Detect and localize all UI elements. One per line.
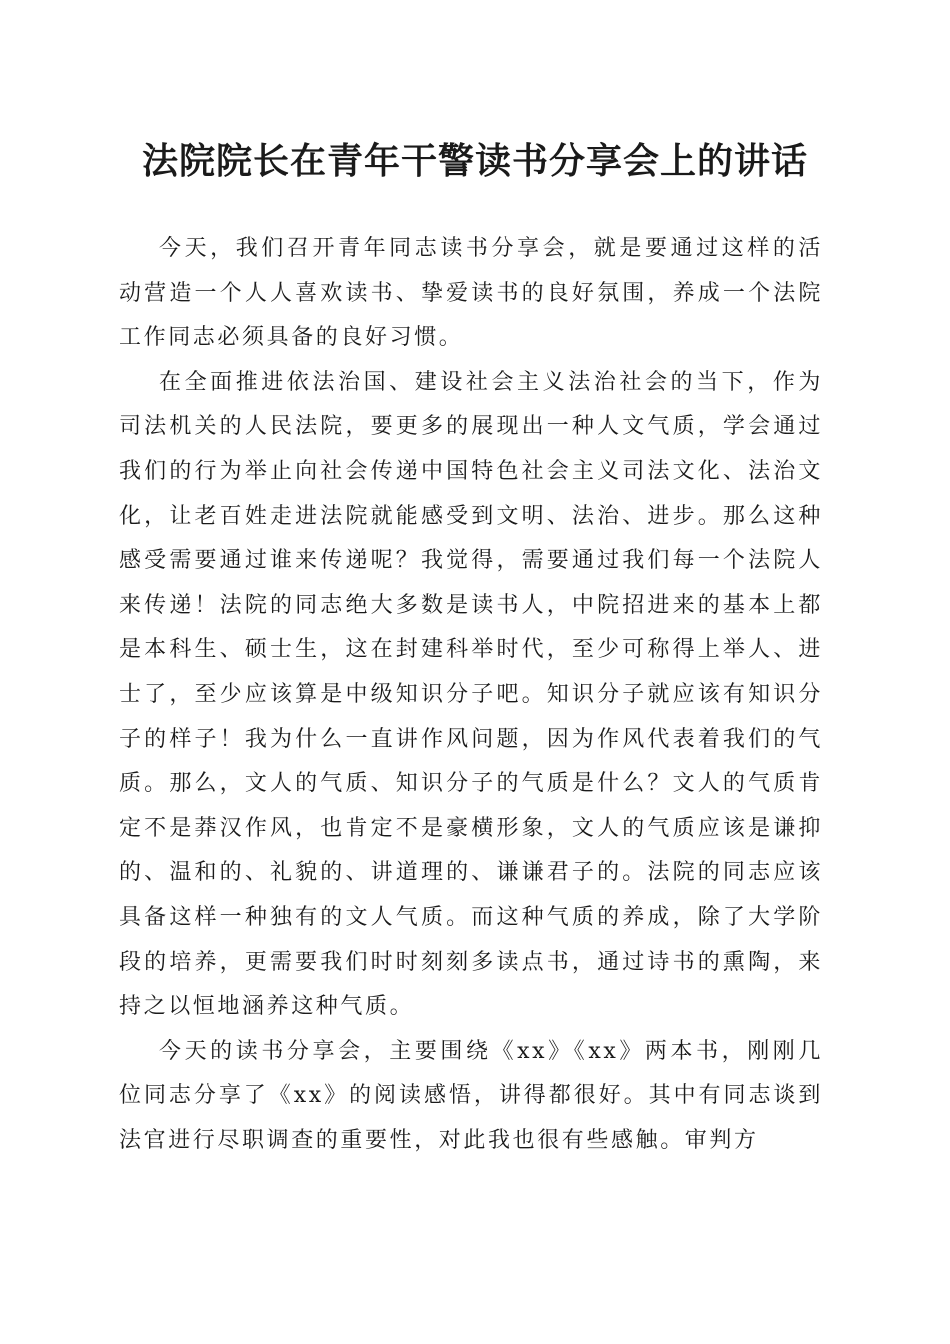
paragraph-3: 今天的读书分享会，主要围绕《xx》《xx》两本书，刚刚几位同志分享了《xx》的阅读感悟，讲得都很好。其中有同志谈到法官进行尽职调查的重要性，对此我也很有些感触。审判方 bbox=[119, 1038, 823, 1153]
document-title: 法院院长在青年干警读书分享会上的讲话 bbox=[141, 140, 808, 182]
paragraph-1: 今天，我们召开青年同志读书分享会，就是要通过这样的活动营造一个人人喜欢读书、挚爱读书的良好氛围，养成一个法院工作同志必须具备的良好习惯。 bbox=[119, 236, 823, 351]
paragraph-2: 在全面推进依法治国、建设社会主义法治社会的当下，作为司法机关的人民法院，要更多的展现出一种人文气质，学会通过我们的行为举止向社会传递中国特色社会主义司法文化、法治文化，让老百姓走进法院就能感受到文明、法治、进步。那么这种感受需要通过谁来传递呢？我觉得，需要通过我们每一个法院人来传递！法院的同志绝大多数是读书人，中院招进来的基本上都是本科生、硕士生，这在封建科举时代，至少可称得上举人、进士了，至少应该算是中级知识分子吧。知识分子就应该有知识分子的样子！我为什么一直讲作风问题，因为作风代表着我们的气质。那么，文人的气质、知识分子的气质是什么？文人的气质肯定不是莽汉作风，也肯定不是豪横形象，文人的气质应该是谦抑的、温和的、礼貌的、讲道理的、谦谦君子的。法院的同志应该具备这样一种独有的文人气质。而这种气质的养成，除了大学阶段的培养，更需要我们时时刻刻多读点书，通过诗书的熏陶，来持之以恒地涵养这种气质。 bbox=[119, 369, 823, 1020]
document-body bbox=[119, 227, 823, 1163]
